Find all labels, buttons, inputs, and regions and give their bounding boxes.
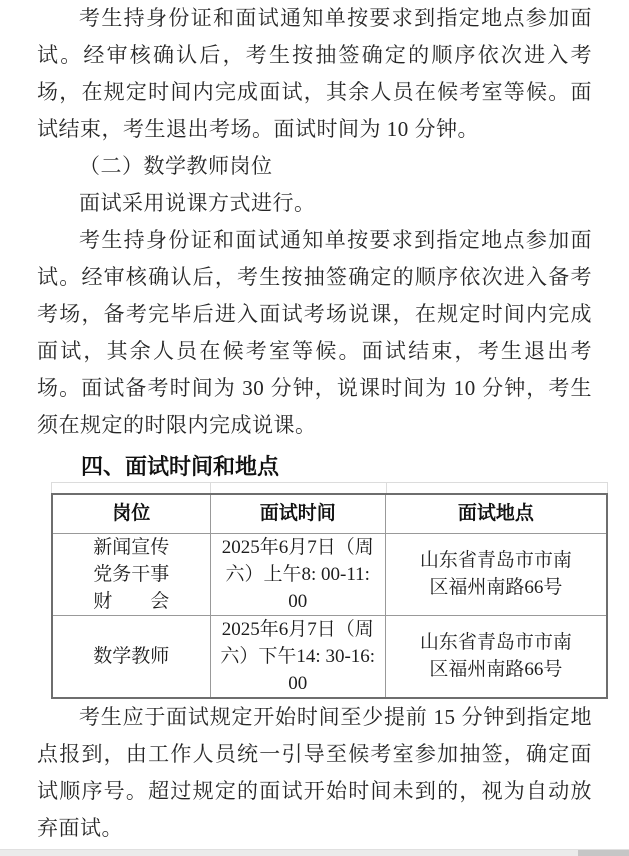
gridline-col2 (386, 483, 387, 493)
subheading-math-teacher-post: （二）数学教师岗位 (79, 154, 273, 178)
gridline-right (607, 483, 608, 493)
cell-position-news (52, 533, 210, 615)
cell-time-math (210, 615, 385, 698)
position-line: 党务干事 (93, 563, 170, 585)
gridline-left (51, 483, 52, 493)
section-heading-interview-time-place: 四、面试时间和地点 (81, 454, 280, 479)
time-line: 六）上午8: 00-11: 00 (225, 563, 370, 612)
horizontal-scrollbar-thumb[interactable] (578, 850, 629, 856)
table-row (52, 533, 607, 615)
table-header-position: 岗位 (52, 494, 210, 533)
interview-schedule-table (51, 493, 608, 699)
table-header-location: 面试地点 (385, 494, 607, 533)
table-row (52, 615, 607, 698)
time-line: 2025年6月7日（周 (221, 618, 374, 640)
horizontal-scrollbar[interactable] (0, 849, 629, 856)
table-header-row (52, 494, 607, 533)
position-line: 财 会 (93, 590, 170, 612)
location-line: 区福州南路66号 (429, 577, 563, 598)
paragraph-interview-procedure-news: 考生持身份证和面试通知单按要求到指定地点参加面试。经审核确认后，考生按抽签确定的顺序依次进入考场，在规定时间内完成面试，其余人员在候考室等候。面试结束，考生退出考场。面试时间为 10 分钟。 (37, 6, 592, 141)
table-gridline-artifact (51, 482, 608, 493)
paragraph-interview-procedure-math: 考生持身份证和面试通知单按要求到指定地点参加面试。经审核确认后，考生按抽签确定的顺序依次进入备考考场，备考完毕后进入面试考场说课，在规定时间内完成面试，其余人员在候考室等候。面试结束，考生退出考场。面试备考时间为 30 分钟，说课时间为 10 分钟，考生须在规定的时限内完成说课。 (37, 228, 592, 437)
position-line: 数学教师 (93, 645, 170, 667)
location-line: 区福州南路66号 (429, 659, 563, 680)
gridline-col1 (210, 483, 211, 493)
table-header-time: 面试时间 (210, 494, 385, 533)
paragraph-lecture-method: 面试采用说课方式进行。 (79, 191, 316, 215)
time-line: 2025年6月7日（周 (221, 536, 374, 558)
cell-location-news (385, 533, 607, 615)
location-line: 山东省青岛市市南 (419, 632, 572, 653)
cell-time-news (210, 533, 385, 615)
paragraph-arrival-requirement: 考生应于面试规定开始时间至少提前 15 分钟到指定地点报到，由工作人员统一引导至候考室参加抽签，确定面试顺序号。超过规定的面试开始时间未到的，视为自动放弃面试。 (37, 704, 592, 840)
position-line: 新闻宣传 (93, 536, 170, 558)
time-line: 六）下午14: 30-16: 00 (220, 645, 376, 694)
cell-location-math (385, 615, 607, 698)
location-line: 山东省青岛市市南 (419, 550, 572, 571)
cell-position-math (52, 615, 210, 698)
